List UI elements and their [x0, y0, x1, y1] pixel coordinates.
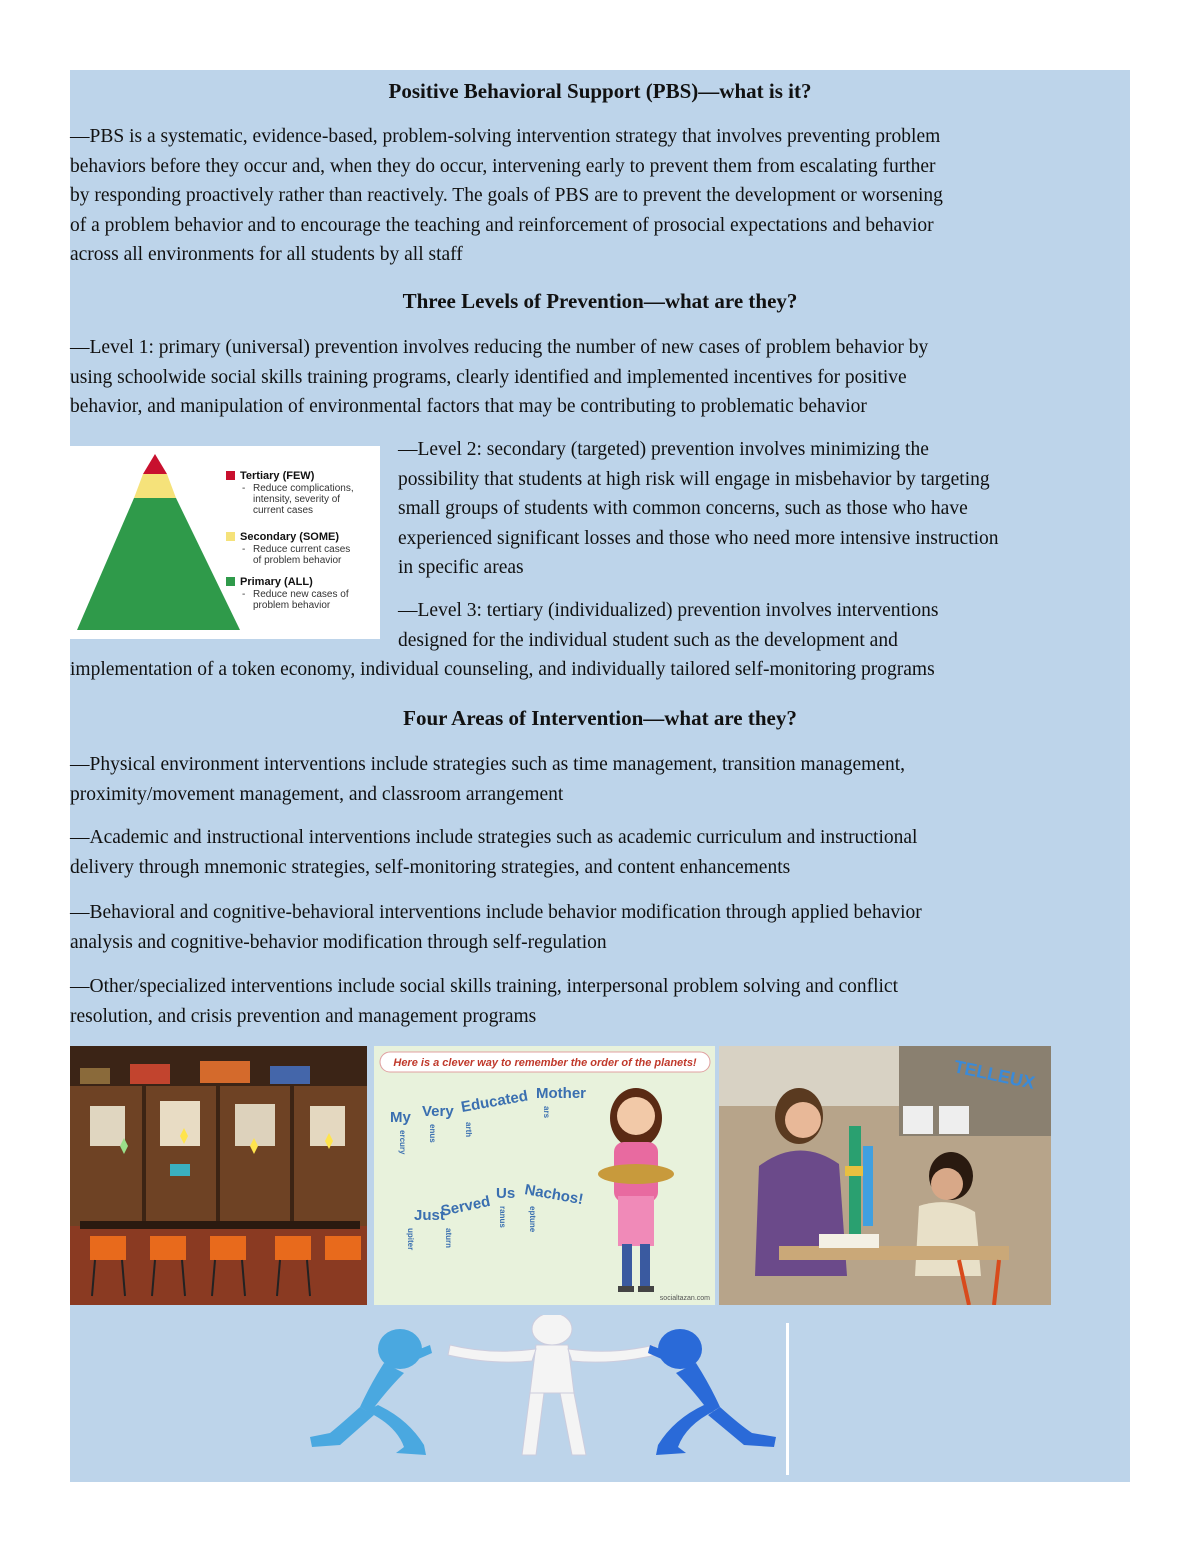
- svg-text:-: -: [242, 589, 246, 600]
- svg-text:-: -: [242, 544, 246, 555]
- level2-line: in specific areas: [398, 557, 524, 578]
- mnemonic-credit: socialtazan.com: [659, 1295, 710, 1302]
- mnemonic-word: Very: [422, 1103, 454, 1120]
- level2-line: possibility that students at high risk will engage in misbehavior by targeting: [398, 468, 990, 490]
- planet-word: enus: [428, 1124, 437, 1143]
- svg-text:-: -: [242, 483, 246, 494]
- tug-of-war-figures-image: [300, 1315, 790, 1465]
- legend-tertiary-swatch: [226, 471, 235, 480]
- pyramid-primary: [77, 498, 240, 630]
- legend-tertiary-desc: intensity, severity of: [253, 494, 341, 505]
- legend-tertiary-title: Tertiary (FEW): [240, 470, 315, 482]
- pbs-line: by responding proactively rather than reactively. The goals of PBS are to prevent the development or worsening: [70, 185, 943, 206]
- pbs-paragraph: [70, 122, 1126, 270]
- pbs-line: —PBS is a systematic, evidence-based, problem-solving intervention strategy that involves preventing problem: [70, 126, 941, 147]
- level1-line: using schoolwide social skills training programs, clearly identified and implemented incentives for positive: [70, 366, 907, 388]
- legend-tertiary-desc: current cases: [253, 505, 314, 516]
- level1-line: —Level 1: primary (universal) prevention involves reducing the number of new cases of problem behavior by: [70, 337, 929, 358]
- planet-word: arth: [464, 1122, 473, 1138]
- level3-paragraph-end: [70, 655, 1126, 685]
- pyramid-tertiary: [143, 454, 167, 474]
- legend-secondary-swatch: [226, 532, 235, 541]
- pbs-line: of a problem behavior and to encourage the teaching and reinforcement of prosocial expectations and behavior: [70, 214, 934, 236]
- level3-paragraph-part: [398, 596, 1126, 655]
- pbs-line: behaviors before they occur and, when they do occur, intervening early to prevent them from escalating further: [70, 155, 936, 177]
- planet-word: upiter: [406, 1228, 415, 1251]
- legend-primary-desc: problem behavior: [253, 600, 331, 611]
- level2-paragraph: [398, 435, 1126, 583]
- legend-primary-desc: Reduce new cases of: [253, 589, 349, 600]
- area-line: —Other/specialized interventions include social skills training, interpersonal problem solving and conflict: [70, 976, 898, 997]
- mnemonic-word: Mother: [536, 1085, 586, 1102]
- right-blue-figure: [648, 1329, 776, 1455]
- planet-word: ars: [542, 1106, 551, 1119]
- planet-word: eptune: [528, 1206, 537, 1233]
- area-physical: [70, 750, 1126, 809]
- level3-line: designed for the individual student such as the development and: [398, 629, 898, 651]
- left-blue-figure: [310, 1329, 432, 1455]
- level1-line: behavior, and manipulation of environmental factors that may be contributing to problematic behavior: [70, 396, 867, 417]
- mnemonic-word: Just: [414, 1207, 445, 1224]
- planet-word: ercury: [398, 1130, 407, 1155]
- divider-line: [786, 1323, 789, 1475]
- level1-paragraph: [70, 333, 1126, 422]
- poster-text: TELLEUX: [952, 1056, 1037, 1093]
- area-line: proximity/movement management, and classroom arrangement: [70, 783, 564, 805]
- mnemonic-word: Nachos!: [523, 1181, 585, 1209]
- area-behavioral: [70, 898, 1126, 957]
- planet-word: aturn: [444, 1228, 453, 1248]
- mnemonic-word: Served: [439, 1192, 492, 1220]
- prevention-pyramid-image: [70, 446, 380, 639]
- teacher-child-photo: [719, 1046, 1051, 1305]
- level2-line: small groups of students with common concerns, such as those who have: [398, 498, 968, 519]
- mnemonic-word: Educated: [459, 1087, 530, 1116]
- planet-mnemonic-image: [374, 1046, 715, 1305]
- area-academic: [70, 823, 1126, 882]
- heading-pbs: Positive Behavioral Support (PBS)—what is it?: [388, 79, 812, 103]
- area-line: —Academic and instructional interventions include strategies such as academic curriculum and instructional: [70, 827, 918, 848]
- area-other: [70, 972, 1126, 1031]
- area-line: —Behavioral and cognitive-behavioral interventions include behavior modification through applied behavior: [70, 902, 922, 923]
- legend-secondary-desc: Reduce current cases: [253, 544, 351, 555]
- level2-line: experienced significant losses and those who need more intensive instruction: [398, 527, 999, 549]
- heading-areas: Four Areas of Intervention—what are they?: [403, 706, 797, 730]
- legend-tertiary-desc: Reduce complications,: [253, 483, 354, 494]
- legend-secondary-desc: of problem behavior: [253, 555, 342, 566]
- area-line: —Physical environment interventions include strategies such as time management, transition management,: [70, 754, 906, 775]
- area-line: delivery through mnemonic strategies, self-monitoring strategies, and content enhancements: [70, 856, 791, 878]
- area-line: resolution, and crisis prevention and management programs: [70, 1005, 537, 1027]
- planet-word: ranus: [498, 1206, 507, 1228]
- mnemonic-banner: Here is a clever way to remember the order of the planets!: [393, 1057, 697, 1069]
- pbs-line: across all environments for all students by all staff: [70, 244, 463, 265]
- level3-line: implementation of a token economy, individual counseling, and individually tailored self-monitoring programs: [70, 659, 935, 680]
- level3-line: —Level 3: tertiary (individualized) prevention involves interventions: [398, 600, 939, 621]
- legend-secondary-title: Secondary (SOME): [240, 531, 340, 543]
- classroom-photo: [70, 1046, 367, 1305]
- flyer-sheet: [70, 70, 1130, 1482]
- center-white-figure: [448, 1315, 656, 1455]
- legend-primary-swatch: [226, 577, 235, 586]
- pyramid-secondary: [134, 474, 176, 498]
- level2-line: —Level 2: secondary (targeted) prevention involves minimizing the: [398, 439, 929, 460]
- legend-primary-title: Primary (ALL): [240, 576, 313, 588]
- heading-levels: Three Levels of Prevention—what are they?: [402, 289, 798, 313]
- mnemonic-word: My: [390, 1109, 411, 1126]
- mnemonic-word: Us: [496, 1185, 516, 1202]
- area-line: analysis and cognitive-behavior modification through self-regulation: [70, 931, 607, 953]
